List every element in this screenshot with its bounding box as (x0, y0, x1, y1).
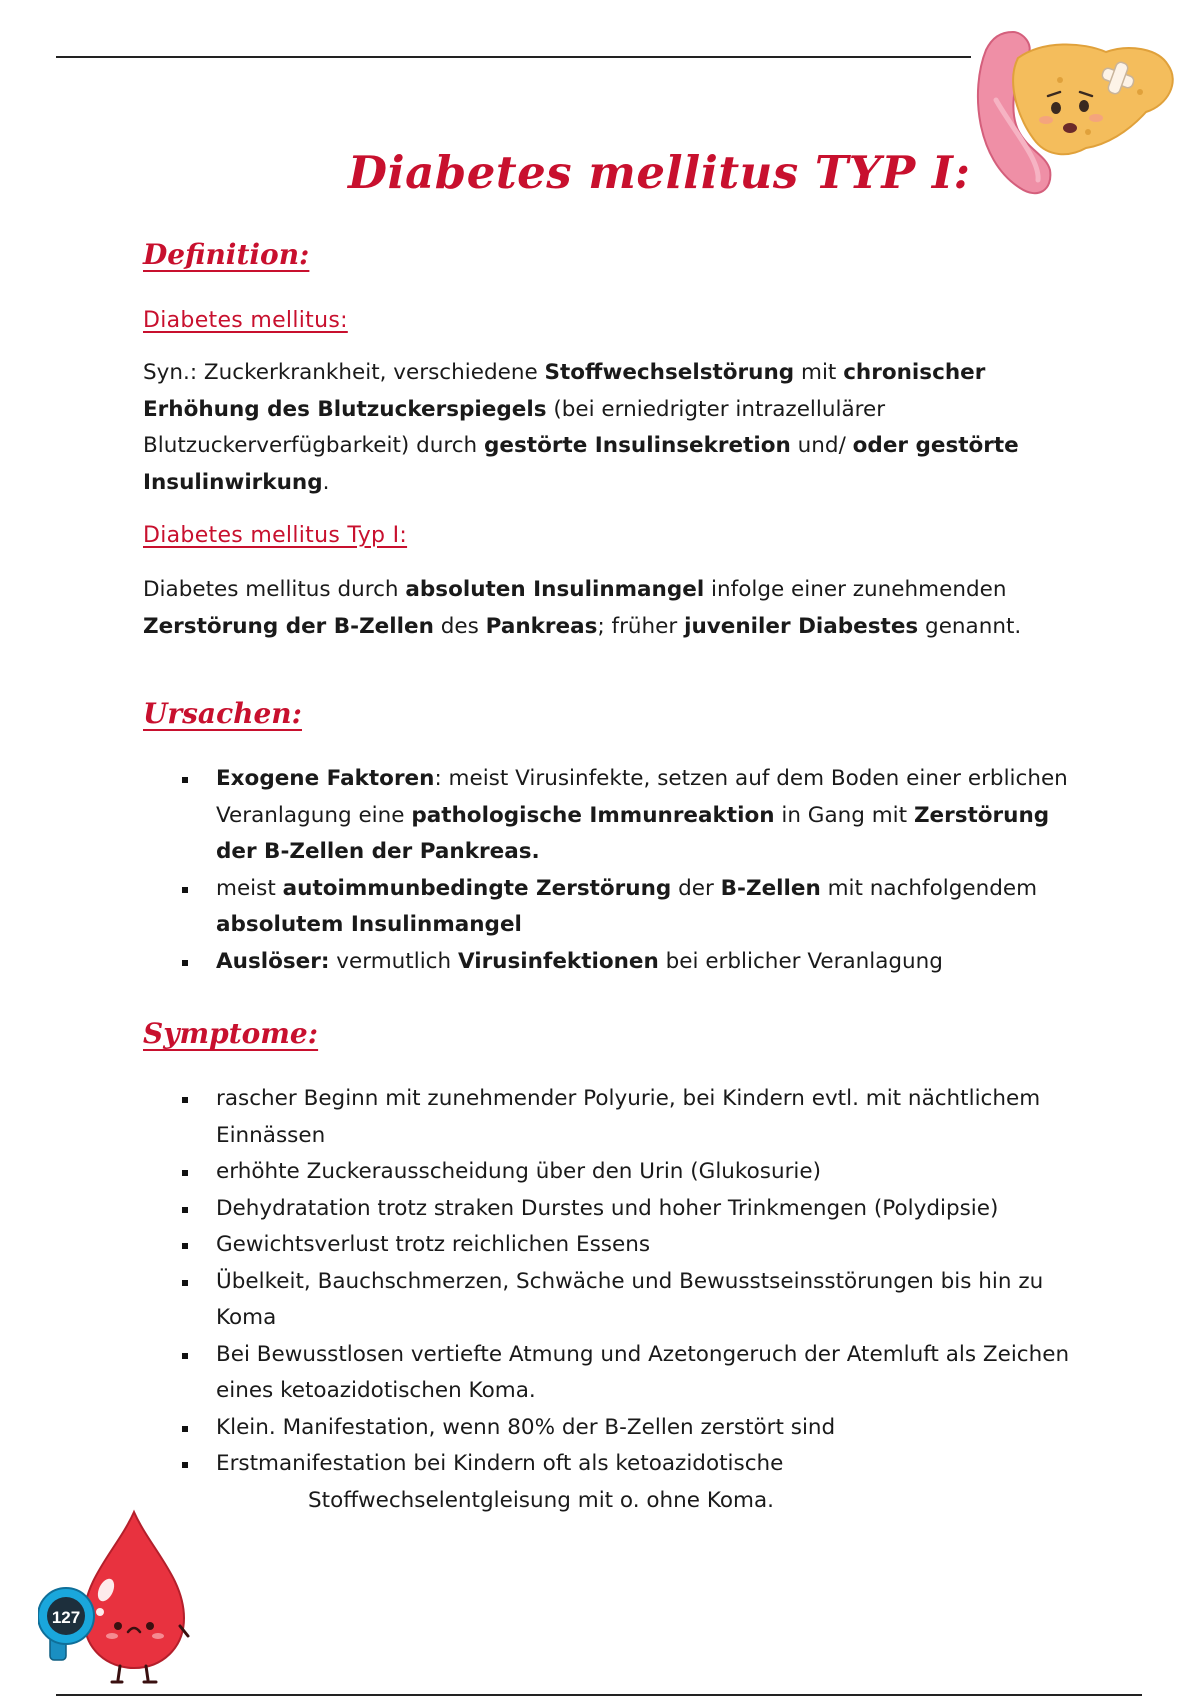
list-item: erhöhte Zuckerausscheidung über den Urin (Glukosurie) (175, 1154, 1075, 1191)
top-rule (56, 56, 971, 58)
list-item-line2: Stoffwechselentgleisung mit o. ohne Koma. (308, 1487, 774, 1513)
glucometer-reading: 127 (51, 1608, 81, 1627)
diabetes-typ1-text: Diabetes mellitus durch absoluten Insulinmangel infolge einer zunehmenden Zerstörung der B-Zellen des Pankreas; früher juveniler Diabestes genannt. (143, 577, 1022, 639)
list-item: Klein. Manifestation, wenn 80% der B-Zellen zerstört sind (175, 1410, 1075, 1447)
list-item: Exogene Faktoren: meist Virusinfekte, setzen auf dem Boden einer erblichen Veranlagung eine pathologische Immunreaktion in Gang mit Zerstörung der B-Zellen der Pankreas. (175, 761, 1075, 871)
list-item: Bei Bewusstlosen vertiefte Atmung und Azetongeruch der Atemluft als Zeichen eines ketoazidotischen Koma. (175, 1337, 1075, 1410)
ursachen-list (175, 761, 1075, 980)
symptome-list (175, 1081, 1075, 1519)
symptome-heading: Symptome: (143, 1017, 319, 1050)
list-item: Auslöser: vermutlich Virusinfektionen bei erblicher Veranlagung (175, 944, 1075, 981)
list-item-line1: Erstmanifestation bei Kindern oft als ketoazidotische (216, 1451, 784, 1476)
diabetes-mellitus-subheading: Diabetes mellitus: (143, 308, 348, 333)
definition-heading: Definition: (143, 238, 310, 271)
list-item: Gewichtsverlust trotz reichlichen Essens (175, 1227, 1075, 1264)
list-item (175, 1446, 1075, 1519)
ursachen-heading: Ursachen: (143, 697, 302, 730)
diabetes-definition-text: Syn.: Zuckerkrankheit, verschiedene Stoffwechselstörung mit chronischer Erhöhung des Blutzuckerspiegels (bei erniedrigter intrazellulärer Blutzuckerverfügbarkeit) durch gestörte Insulinsekretion und/ oder gestörte Insulinwirkung. (143, 360, 1019, 495)
list-item: Dehydratation trotz straken Durstes und hoher Trinkmengen (Polydipsie) (175, 1191, 1075, 1228)
list-item: meist autoimmunbedingte Zerstörung der B-Zellen mit nachfolgendem absolutem Insulinmangel (175, 871, 1075, 944)
list-item: Übelkeit, Bauchschmerzen, Schwäche und Bewusstseinsstörungen bis hin zu Koma (175, 1264, 1075, 1337)
diabetes-typ1-subheading: Diabetes mellitus Typ I: (143, 523, 408, 548)
bottom-rule (56, 1694, 1142, 1696)
page-title: Diabetes mellitus TYP I: (348, 146, 971, 199)
blood-drop-icon (38, 1508, 196, 1690)
list-item: rascher Beginn mit zunehmender Polyurie, bei Kindern evtl. mit nächtlichem Einnässen (175, 1081, 1075, 1154)
sad-pancreas-icon (968, 20, 1178, 205)
glucometer-icon (38, 1588, 94, 1660)
